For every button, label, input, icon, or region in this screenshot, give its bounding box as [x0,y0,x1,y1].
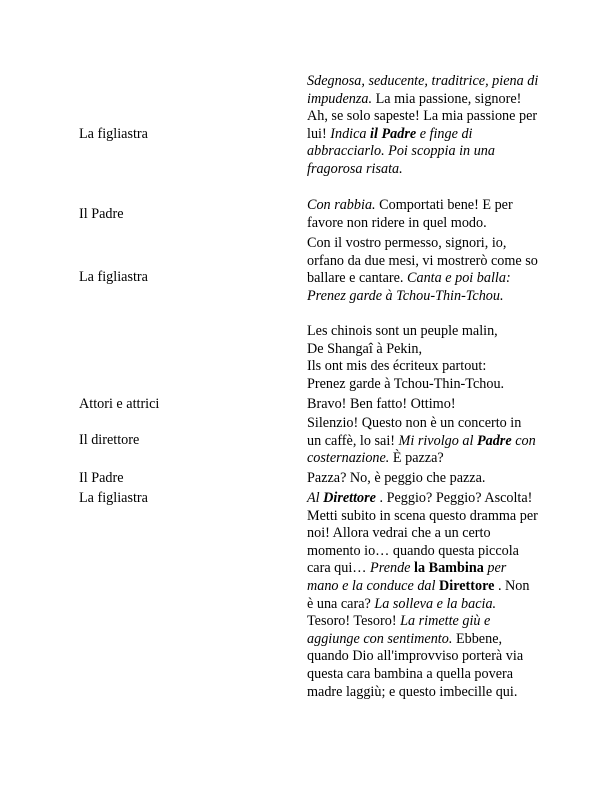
dialogue-segment: È pazza? [389,450,444,467]
speaker-name: Attori e attrici [79,396,160,412]
character-reference: Direttore [323,490,376,506]
dialogue-text: Bravo! Ben fatto! Ottimo! [307,396,456,412]
stage-direction: Indica [330,125,371,142]
song-line: Ils ont mis des écriteux partout: [307,358,487,375]
speaker-name: La figliastra [79,126,148,142]
dialogue-segment: Ebbene, quando Dio all'improvviso porterà via questa cara bambina a quella povera madre laggiù; e questo imbecille qui. [307,630,524,700]
character-reference: la Bambina [414,560,484,577]
song-line: Prenez garde à Tchou-Thin-Tchou. [307,375,505,392]
speaker-name: Il Padre [79,206,124,222]
dialogue-text [307,415,539,468]
stage-direction: Prende [370,560,415,577]
song-lines [307,323,539,393]
stage-direction: Al [307,490,324,506]
dialogue-text: Pazza? No, è peggio che pazza. [307,470,486,486]
stage-direction: per mano e la conduce dal [307,560,507,594]
song-line: Les chinois sont un peuple malin, [307,323,498,339]
dialogue-text [307,490,539,701]
dialogue-segment: Con il vostro permesso, signori, io, orfano da due mesi, vi mostrerò come so ballare e cantare. [307,235,538,287]
character-reference: Direttore [439,577,495,594]
song-line: De Shangaî à Pekin, [307,340,423,357]
speaker-name: La figliastra [79,269,148,285]
stage-direction: La rimette giù e aggiunge con sentimento. [307,613,491,647]
dialogue-segment: . Non è una cara? [307,577,530,612]
stage-direction: Con rabbia. [307,197,376,213]
dialogue-segment: Tesoro! Tesoro! [307,613,401,630]
dialogue-segment: . Peggio? Peggio? Ascolta! Metti subito in scena questo dramma per noi! Allora vedrai che a un certo momento io… quando questa piccola cara qui… [307,490,538,577]
stage-direction: Canta e poi balla: Prenez garde à Tchou-Thin-Tchou. [307,270,511,304]
stage-direction: Sdegnosa, seducente, traditrice, piena di impudenza. [307,73,539,107]
dialogue-text [307,73,539,179]
character-reference: il Padre [370,125,417,142]
character-reference: Padre [476,432,512,449]
stage-direction: e finge di abbracciarlo. Poi scoppia in una fragorosa risata. [307,125,495,177]
dialogue-segment: Silenzio! Questo non è un concerto in un caffè, lo sai! [307,415,522,449]
dialogue-segment: Comportati bene! E per favore non ridere in quel modo. [307,197,513,231]
dialogue-segment: La mia passione, signore! Ah, se solo sapeste! La mia passione per lui! [307,90,538,142]
speaker-name: La figliastra [79,490,148,506]
stage-direction: con costernazione. [307,432,536,467]
stage-direction: La solleva e la bacia. [374,595,497,612]
speaker-name: Il direttore [79,432,140,448]
dialogue-text [307,197,539,232]
stage-direction: Mi rivolgo al [398,432,477,449]
dialogue-text [307,235,539,305]
speaker-name: Il Padre [79,470,124,486]
